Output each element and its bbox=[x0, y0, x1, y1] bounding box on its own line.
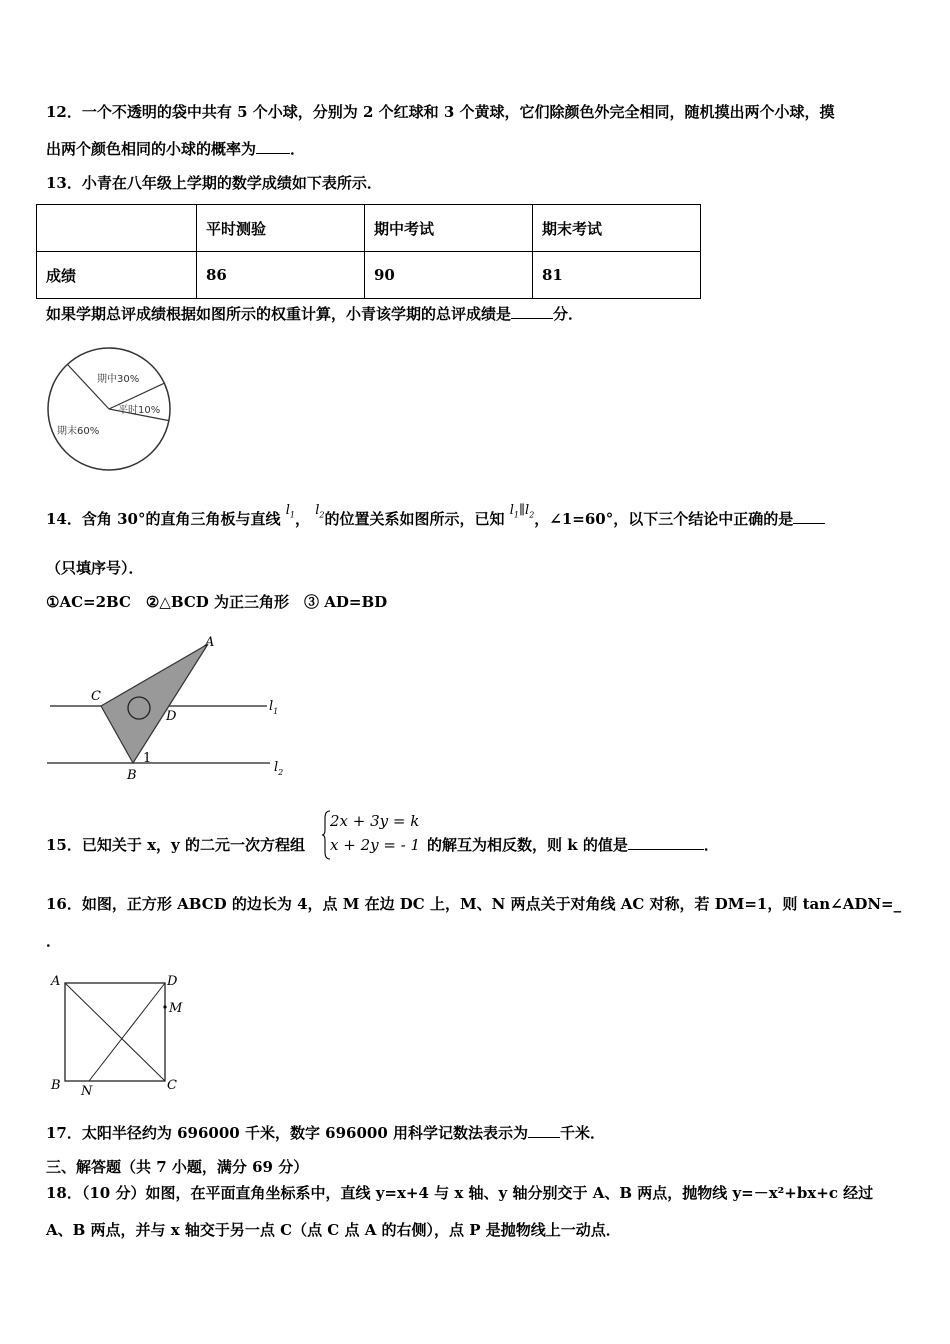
q13-answer-blank bbox=[511, 304, 553, 319]
diagonal-ac bbox=[65, 983, 165, 1081]
label-b: B bbox=[51, 1078, 61, 1093]
q15-equation-system bbox=[330, 809, 420, 857]
pie-label-midterm: 期中30% bbox=[97, 374, 140, 385]
label-m: M bbox=[169, 1001, 183, 1016]
pie-label-final: 期末60% bbox=[57, 426, 100, 437]
q14-l2: $l_2$ bbox=[315, 503, 325, 520]
pie-chart bbox=[45, 345, 175, 475]
q15-suffix-line bbox=[427, 835, 719, 855]
q15-equation-2: x + 2y = - 1 bbox=[330, 836, 421, 854]
table-cell: 86 bbox=[197, 252, 365, 299]
label-angle-1: 1 bbox=[143, 751, 152, 766]
q17-line bbox=[46, 1123, 605, 1143]
label-c: C bbox=[91, 689, 101, 704]
q14-parallel-expr: $l_1\parallel l_2$ bbox=[509, 503, 535, 520]
table-row bbox=[37, 252, 701, 299]
q18-line1: 18．（10 分）如图，在平面直角坐标系中，直线 y=x+4 与 x 轴、y 轴分别交于 A、B 两点，抛物线 y=－x²+bx+c 经过 bbox=[46, 1184, 874, 1202]
table-cell: 81 bbox=[533, 252, 701, 299]
q12-line2 bbox=[46, 139, 305, 159]
q14-text-a: 14．含角 30°的直角三角板与直线 bbox=[46, 510, 281, 528]
q13-question-suffix: 分． bbox=[553, 305, 584, 323]
q12-line2-suffix: ． bbox=[290, 140, 306, 158]
section-title: 三、解答题（共 7 小题，满分 69 分） bbox=[46, 1158, 309, 1176]
point-m bbox=[163, 1005, 166, 1008]
q12-answer-blank bbox=[256, 139, 290, 154]
q15-equation-1: 2x + 3y = k bbox=[330, 812, 420, 830]
label-d: D bbox=[167, 974, 178, 989]
q14-comma: ， bbox=[294, 510, 310, 528]
q14-text-b: 的位置关系如图所示，已知 bbox=[324, 510, 505, 528]
q17-answer-blank bbox=[528, 1123, 560, 1138]
square-figure bbox=[45, 967, 195, 1097]
label-c: C bbox=[167, 1078, 177, 1093]
pie-label-regular: 平时10% bbox=[118, 405, 161, 416]
q16-line1: 16．如图，正方形 ABCD 的边长为 4，点 M 在边 DC 上，M、N 两点关于对角线 AC 对称，若 DM=1，则 tan∠ADN=_ bbox=[46, 895, 902, 913]
table-header-cell: 平时测验 bbox=[197, 205, 365, 252]
label-l2: $l_2$ bbox=[274, 760, 284, 777]
q17-prefix: 17．太阳半径约为 696000 千米，数字 696000 用科学记数法表示为 bbox=[46, 1124, 529, 1142]
table-cell: 90 bbox=[365, 252, 533, 299]
q14-line1 bbox=[46, 503, 825, 536]
segment-dn bbox=[89, 983, 165, 1081]
q14-answer-blank bbox=[793, 509, 825, 524]
q13-intro: 13．小青在八年级上学期的数学成绩如下表所示． bbox=[46, 174, 382, 192]
q12-line1: 12．一个不透明的袋中共有 5 个小球，分别为 2 个红球和 3 个黄球，它们除颜色外完全相同，随机摸出两个小球，摸 bbox=[46, 103, 835, 121]
q15-end: ． bbox=[703, 836, 719, 854]
q14-options: ①AC=2BC ②△BCD 为正三角形 ③ AD=BD bbox=[46, 593, 388, 611]
q18-line2: A、B 两点，并与 x 轴交于另一点 C（点 C 点 A 的右侧），点 P 是抛物线上一动点． bbox=[46, 1221, 621, 1239]
label-d: D bbox=[166, 709, 177, 724]
triangle-figure bbox=[45, 632, 295, 782]
label-n: N bbox=[81, 1084, 93, 1099]
q12-line2-prefix: 出两个颜色相同的小球的概率为 bbox=[46, 140, 257, 158]
label-l1: $l_1$ bbox=[269, 699, 279, 716]
q16-line2: ． bbox=[46, 932, 62, 950]
table-row-label: 成绩 bbox=[37, 252, 197, 299]
q14-l1: $l_1$ bbox=[285, 503, 295, 520]
q15-answer-blank bbox=[628, 835, 704, 850]
q15-prefix: 15．已知关于 x，y 的二元一次方程组 bbox=[46, 836, 305, 854]
q13-question-prefix: 如果学期总评成绩根据如图所示的权重计算，小青该学期的总评成绩是 bbox=[46, 305, 512, 323]
label-b: B bbox=[127, 768, 137, 783]
triangle-abc bbox=[101, 644, 208, 763]
table-header-row bbox=[37, 205, 701, 252]
table-header-cell: 期中考试 bbox=[365, 205, 533, 252]
table-header-cell bbox=[37, 205, 197, 252]
score-table bbox=[36, 204, 701, 299]
q14-text-c: ，∠1=60°，以下三个结论中正确的是 bbox=[534, 510, 794, 528]
q14-line2: （只填序号）． bbox=[46, 559, 144, 577]
q15-suffix: 的解互为相反数，则 k 的值是 bbox=[427, 836, 628, 854]
q17-suffix: 千米． bbox=[560, 1124, 606, 1142]
label-a: A bbox=[51, 974, 61, 989]
table-header-cell: 期末考试 bbox=[533, 205, 701, 252]
label-a: A bbox=[205, 635, 215, 650]
q13-question bbox=[46, 304, 583, 324]
